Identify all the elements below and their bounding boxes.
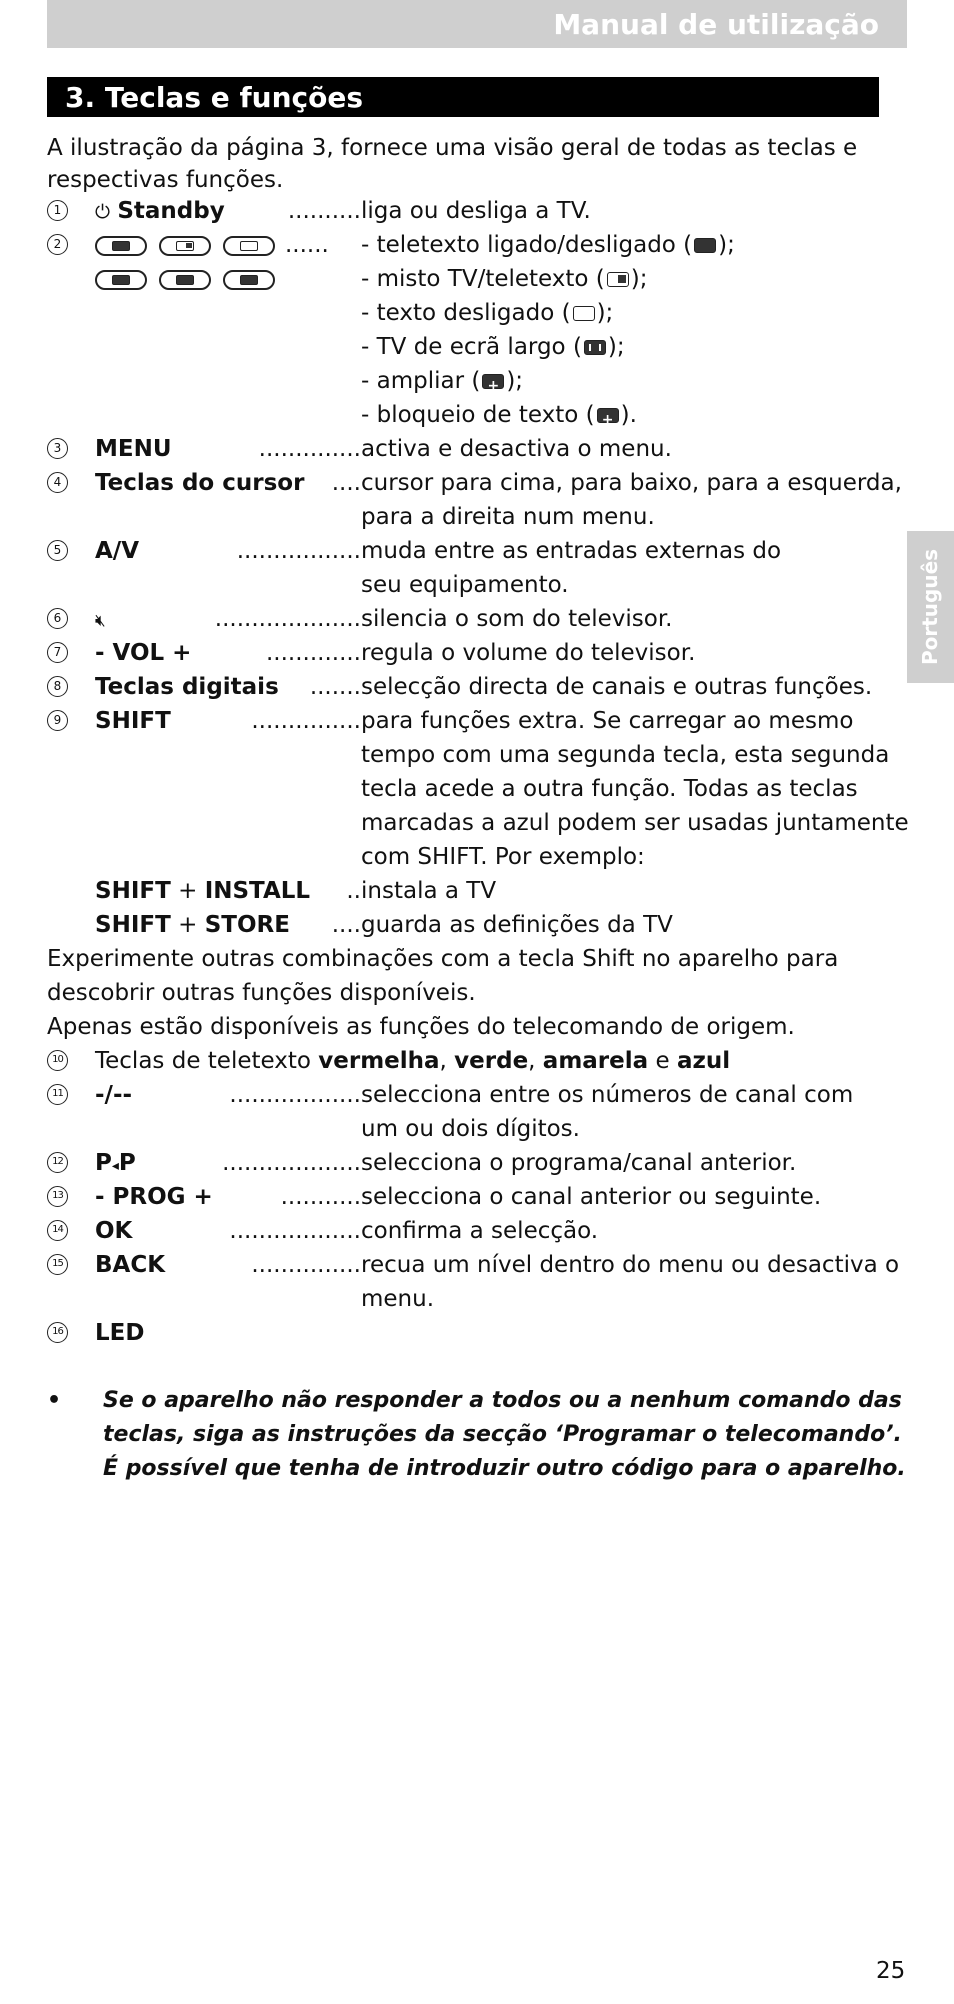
leader-dots: ............... (251, 708, 361, 734)
key-description (361, 228, 735, 432)
key-row-shift-store (47, 908, 887, 942)
key-row-mute (47, 602, 887, 636)
key-label: SHIFT + INSTALL .. (95, 874, 361, 908)
key-label (95, 432, 361, 466)
leader-dots: ............. (265, 640, 361, 666)
shift-note: Experimente outras combinações com a tecla Shift no aparelho para descobrir outras funções disponíveis. Apenas estão disponíveis as funções do telecomando de origem. (47, 942, 887, 1044)
key-name: BACK (95, 1252, 166, 1278)
page-number: 25 (876, 1958, 906, 1984)
item-number: 4 (47, 472, 68, 493)
manual-title: Manual de utilização (553, 7, 879, 41)
item-number: 11 (47, 1084, 68, 1105)
leader-dots: .... (331, 912, 361, 938)
key-row-menu (47, 432, 887, 466)
key-name: SHIFT (95, 708, 171, 734)
leader-dots: .................. (229, 1218, 361, 1244)
key-description: liga ou desliga a TV. (361, 198, 591, 224)
key-description: activa e desactiva o menu. (361, 436, 672, 462)
key-label (95, 466, 361, 500)
key-description: para funções extra. Se carregar ao mesmo tempo com uma segunda tecla, esta segunda tecla acede a outra função. Todas as teclas marcadas a azul podem ser usadas juntamente com SHIFT. Por exemplo: (361, 708, 909, 870)
key-label (95, 534, 361, 568)
key-row-back (47, 1248, 900, 1316)
key-row-digits (47, 670, 887, 704)
item-number: 12 (47, 1152, 68, 1173)
desc-line: - ampliar (+ ); (361, 364, 735, 398)
language-tab-label: Português (918, 548, 943, 666)
mix-icon (159, 236, 211, 256)
desc-line: - texto desligado ( ); (361, 300, 614, 326)
key-row-shift (47, 704, 909, 874)
key-description: selecção directa de canais e outras funções. (361, 674, 873, 700)
key-name: P (95, 1150, 112, 1176)
key-row-shift-install (47, 874, 887, 908)
warning-text: Se o aparelho não responder a todos ou a nenhum comando das teclas, siga as instruções da secção ‘Programar o telecomando’. É possível que tenha de introduzir outro código para o aparelho. (103, 1388, 906, 1481)
key-description: recua um nível dentro do menu ou desactiva o menu. (361, 1252, 900, 1312)
teletext-icon (694, 238, 716, 253)
desc-line: - bloqueio de texto (+ ). (361, 398, 735, 432)
item-number: 9 (47, 710, 68, 731)
key-description: muda entre as entradas externas do seu equipamento. (361, 538, 782, 598)
item-number: 8 (47, 676, 68, 697)
intro-paragraph (47, 132, 887, 196)
key-label (95, 1180, 361, 1214)
text-off-icon (573, 306, 595, 321)
key-name: Teclas digitais (95, 674, 279, 700)
key-label (95, 636, 361, 670)
key-name: OK (95, 1218, 133, 1244)
leader-dots: .............. (258, 436, 361, 462)
key-row-previous (47, 1146, 887, 1180)
key-description: selecciona entre os números de canal com um ou dois dígitos. (361, 1082, 854, 1142)
item-number: 5 (47, 540, 68, 561)
section-title: 3. Teclas e funções (47, 77, 879, 117)
teletext-on-icon (95, 236, 147, 256)
mute-icon: 🔇︎ (95, 611, 106, 631)
key-row-av (47, 534, 887, 602)
key-row-cursor (47, 466, 902, 534)
key-row-colors (47, 1044, 887, 1078)
key-row-teletext (47, 228, 887, 432)
item-number: 2 (47, 234, 68, 255)
leader-dots: ....... (309, 674, 361, 700)
intro-line: respectivas funções. (47, 167, 284, 193)
item-number: 16 (47, 1322, 68, 1343)
leader-dots: .. (346, 878, 361, 904)
key-label (95, 1316, 144, 1350)
text-off-icon (223, 236, 275, 256)
leader-dots: .......... (287, 198, 361, 224)
leader-dots: ................... (222, 1150, 361, 1176)
key-label (95, 1248, 361, 1282)
key-description: cursor para cima, para baixo, para a esquerda, para a direita num menu. (361, 470, 902, 530)
key-row-digit-select (47, 1078, 887, 1146)
key-name: -/-- (95, 1082, 133, 1108)
intro-line: A ilustração da página 3, fornece uma visão geral de todas as teclas e (47, 135, 858, 161)
key-label (95, 602, 361, 638)
arrow-left-icon: ◂ (111, 1158, 119, 1174)
key-row-standby (47, 194, 887, 228)
key-name: Standby (117, 198, 225, 224)
widescreen-icon (584, 340, 606, 355)
key-row-led (47, 1316, 887, 1350)
key-name: LED (95, 1320, 145, 1346)
desc-line: - teletexto ligado/desligado ( ); (361, 232, 735, 258)
key-label: Teclas de teletexto vermelha, verde, amarela e azul (95, 1048, 731, 1074)
hold-icon (223, 270, 275, 290)
zoom-icon (482, 374, 504, 389)
widescreen-icon (95, 270, 147, 290)
item-number: 1 (47, 200, 68, 221)
key-label (95, 1214, 361, 1248)
item-number: 13 (47, 1186, 68, 1207)
warning-note (47, 1384, 906, 1494)
bullet: • (47, 1388, 62, 1413)
key-row-program (47, 1180, 887, 1214)
header-bar (47, 0, 907, 48)
leader-dots: ............... (251, 1252, 361, 1278)
key-name: MENU (95, 436, 172, 462)
hold-icon (597, 408, 619, 423)
key-row-volume (47, 636, 887, 670)
key-name: A/V (95, 538, 140, 564)
key-row-ok (47, 1214, 887, 1248)
power-icon: ⏻ (95, 201, 111, 223)
item-number: 3 (47, 438, 68, 459)
key-name: - VOL + (95, 640, 192, 666)
key-label: P◂P ................... (95, 1146, 361, 1183)
zoom-icon (159, 270, 211, 290)
key-description: selecciona o programa/canal anterior. (361, 1150, 797, 1176)
leader-dots: .................. (229, 1082, 361, 1108)
key-name: Teclas do cursor (95, 470, 305, 496)
leader-dots: ................. (236, 538, 361, 564)
item-number: 6 (47, 608, 68, 629)
key-description: instala a TV (361, 878, 497, 904)
item-number: 7 (47, 642, 68, 663)
origin-note: Apenas estão disponíveis as funções do telecomando de origem. (47, 1014, 795, 1040)
leader-dots: .... (331, 470, 361, 496)
item-number: 14 (47, 1220, 68, 1241)
item-number: 15 (47, 1254, 68, 1275)
key-label (95, 194, 361, 229)
mix-icon (607, 272, 629, 287)
key-label: SHIFT + STORE .... (95, 908, 361, 942)
leader-dots: .................... (214, 606, 361, 632)
key-description: silencia o som do televisor. (361, 606, 673, 632)
key-description: regula o volume do televisor. (361, 640, 696, 666)
desc-line: - misto TV/teletexto ( ); (361, 266, 648, 292)
item-number: 10 (47, 1050, 68, 1071)
key-description: guarda as definições da TV (361, 912, 673, 938)
desc-line: - TV de ecrã largo ( ); (361, 334, 625, 360)
key-description: confirma a selecção. (361, 1218, 599, 1244)
key-name: - PROG + (95, 1184, 213, 1210)
key-description: selecciona o canal anterior ou seguinte. (361, 1184, 822, 1210)
leader-dots: ...... (285, 232, 329, 258)
language-tab (907, 531, 954, 683)
leader-dots: ........... (280, 1184, 361, 1210)
key-label (95, 1078, 361, 1112)
key-label (95, 704, 361, 738)
key-label (95, 670, 361, 704)
